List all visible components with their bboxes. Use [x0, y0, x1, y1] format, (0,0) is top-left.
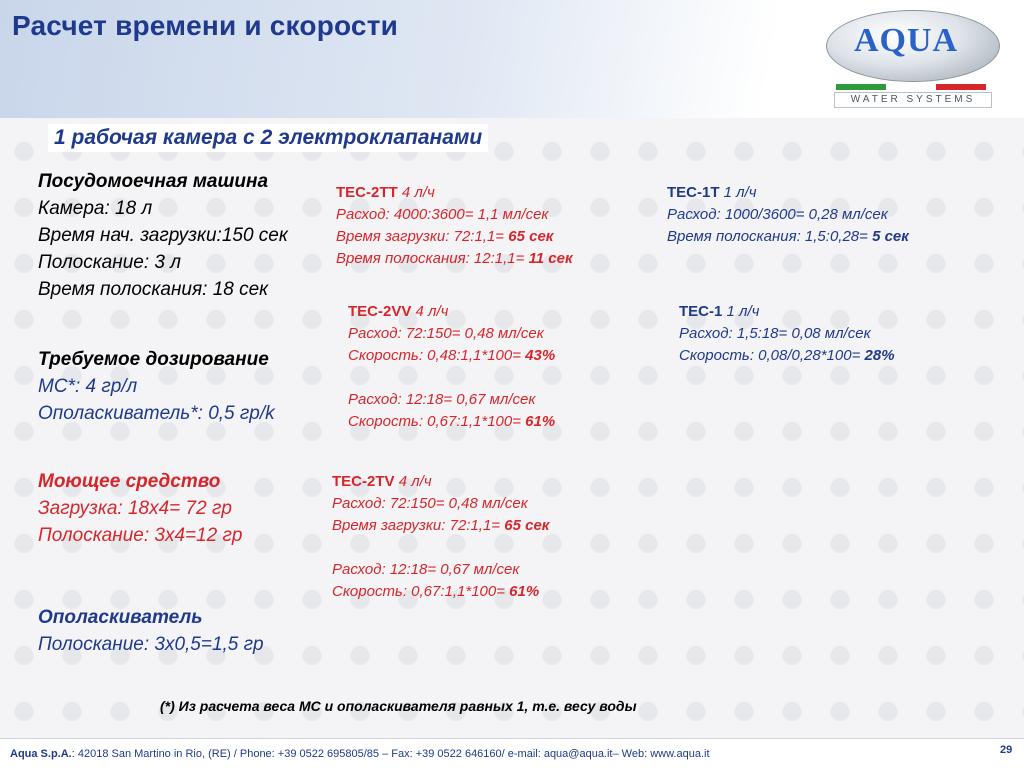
tec-2tv-rate: 4 л/ч	[398, 473, 432, 490]
detergent-line: Полоскание: 3х4=12 гр	[38, 525, 243, 546]
tec-2vv-line: Расход: 72:150= 0,48 мл/сек	[348, 325, 544, 342]
tec-2vv-rate: 4 л/ч	[415, 303, 449, 320]
tec-2tt-line: Время загрузки: 72:1,1=	[336, 228, 505, 245]
tec-1t-name: TEC-1T	[667, 184, 720, 201]
logo-flag-stripe	[836, 84, 986, 90]
footer-company: Aqua S.p.A.	[10, 748, 72, 760]
tec-2tt-line: Расход: 4000:3600= 1,1 мл/сек	[336, 206, 549, 223]
tec-2tt-block	[336, 182, 573, 270]
tec-1t-value: 5 сек	[872, 228, 909, 245]
footer-contact	[10, 748, 710, 760]
tec-1-rate: 1 л/ч	[726, 303, 760, 320]
tec-2tv-line: Расход: 72:150= 0,48 мл/сек	[332, 495, 528, 512]
tec-2tt-value: 11 сек	[528, 250, 573, 267]
tec-2tv-line: Время загрузки: 72:1,1=	[332, 517, 501, 534]
tec-2tv-value: 61%	[509, 583, 540, 600]
tec-2tv-block	[332, 471, 549, 603]
tec-2vv-block	[348, 301, 555, 433]
dosing-line: МС*: 4 гр/л	[38, 376, 138, 397]
tec-1t-line: Расход: 1000/3600= 0,28 мл/сек	[667, 206, 888, 223]
detergent-title: Моющее средство	[38, 471, 221, 492]
detergent-line: Загрузка: 18х4= 72 гр	[38, 498, 232, 519]
tec-2vv-line: Скорость: 0,67:1,1*100=	[348, 413, 521, 430]
machine-line: Полоскание: 3 л	[38, 252, 181, 273]
page-number: 29	[1000, 744, 1013, 756]
tec-2tt-line: Время полоскания: 12:1,1=	[336, 250, 525, 267]
logo-text: AQUA	[854, 22, 959, 59]
machine-line: Камера: 18 л	[38, 198, 153, 219]
logo-subtext: WATER SYSTEMS	[834, 92, 992, 108]
tec-1-line: Скорость: 0,08/0,28*100=	[679, 347, 861, 364]
tec-1t-block	[667, 182, 909, 248]
stripe-green	[836, 84, 886, 90]
stripe-white	[886, 84, 936, 90]
tec-1t-line: Время полоскания: 1,5:0,28=	[667, 228, 868, 245]
tec-2tv-line: Расход: 12:18= 0,67 мл/сек	[332, 561, 520, 578]
aqua-logo	[826, 8, 1002, 104]
rinse-title: Ополаскиватель	[38, 607, 203, 628]
tec-2tt-rate: 4 л/ч	[401, 184, 435, 201]
dosing-section	[38, 346, 275, 427]
tec-1t-rate: 1 л/ч	[723, 184, 757, 201]
tec-1-line: Расход: 1,5:18= 0,08 мл/сек	[679, 325, 871, 342]
tec-1-name: TEC-1	[679, 303, 723, 320]
dosing-title: Требуемое дозирование	[38, 349, 269, 370]
rinse-line: Полоскание: 3х0,5=1,5 гр	[38, 634, 264, 655]
dosing-line: Ополаскиватель*: 0,5 гр/k	[38, 403, 275, 424]
tec-2vv-line: Скорость: 0,48:1,1*100=	[348, 347, 521, 364]
tec-2tt-value: 65 сек	[508, 228, 554, 245]
machine-line: Время нач. загрузки:150 сек	[38, 225, 288, 246]
slide-subtitle: 1 рабочая камера с 2 электроклапанами	[48, 124, 488, 152]
rinse-section	[38, 604, 264, 658]
machine-title: Посудомоечная машина	[38, 171, 269, 192]
tec-2vv-line: Расход: 12:18= 0,67 мл/сек	[348, 391, 536, 408]
footnote: (*) Из расчета веса МС и ополаскивателя равных 1, т.е. весу воды	[160, 698, 637, 714]
machine-line: Время полоскания: 18 сек	[38, 279, 269, 300]
tec-1-block	[679, 301, 895, 367]
tec-2vv-name: TEC-2VV	[348, 303, 412, 320]
tec-2tv-name: TEC-2TV	[332, 473, 395, 490]
footer-address: : 42018 San Martino in Rio, (RE) / Phone: +39 0522 695805/85 – Fax: +39 0522 646160/ e-mail: aqua@aqua.it– Web: www.aqua.it	[71, 748, 710, 760]
machine-section	[38, 168, 288, 303]
tec-1-value: 28%	[864, 347, 895, 364]
tec-2vv-value: 43%	[525, 347, 556, 364]
tec-2vv-value: 61%	[525, 413, 556, 430]
tec-2tv-value: 65 сек	[504, 517, 550, 534]
tec-2tt-name: TEC-2TT	[336, 184, 398, 201]
stripe-red	[936, 84, 986, 90]
tec-2tv-line: Скорость: 0,67:1,1*100=	[332, 583, 505, 600]
page-title: Расчет времени и скорости	[12, 10, 399, 41]
header-band	[0, 0, 1024, 118]
detergent-section	[38, 468, 242, 549]
